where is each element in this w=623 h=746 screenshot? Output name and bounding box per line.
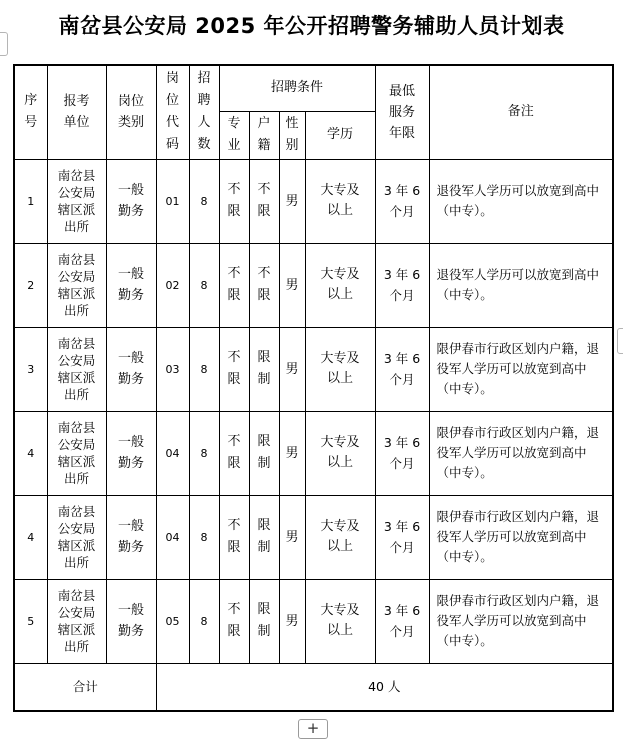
cell-education: 大专及以上 (305, 411, 375, 495)
cell-code: 01 (156, 159, 189, 243)
cell-count: 8 (189, 159, 219, 243)
cell-education: 大专及以上 (305, 243, 375, 327)
cell-education: 大专及以上 (305, 327, 375, 411)
cell-count: 8 (189, 411, 219, 495)
cell-major: 不限 (219, 411, 249, 495)
header-gender: 性别 (279, 111, 305, 159)
cell-unit: 南岔县公安局辖区派出所 (47, 411, 106, 495)
cell-index: 4 (14, 411, 47, 495)
page-title: 南岔县公安局 2025 年公开招聘警务辅助人员计划表 (58, 14, 565, 38)
cell-gender: 男 (279, 159, 305, 243)
header-conditions: 招聘条件 (219, 65, 375, 111)
cell-education: 大专及以上 (305, 159, 375, 243)
cell-category: 一般勤务 (106, 243, 156, 327)
cell-count: 8 (189, 327, 219, 411)
cell-term: 3 年 6 个月 (375, 159, 429, 243)
header-code: 岗位代码 (156, 65, 189, 159)
cell-hukou: 限制 (249, 495, 279, 579)
cell-term: 3 年 6 个月 (375, 579, 429, 663)
cell-code: 04 (156, 495, 189, 579)
cell-index: 2 (14, 243, 47, 327)
cell-category: 一般勤务 (106, 327, 156, 411)
cell-hukou: 限制 (249, 579, 279, 663)
cell-index: 5 (14, 579, 47, 663)
cell-gender: 男 (279, 411, 305, 495)
cell-hukou: 限制 (249, 411, 279, 495)
table-row (14, 579, 613, 663)
cell-term: 3 年 6 个月 (375, 495, 429, 579)
table-row (14, 243, 613, 327)
cell-term: 3 年 6 个月 (375, 327, 429, 411)
table-row (14, 495, 613, 579)
header-education: 学历 (305, 111, 375, 159)
left-resize-handle[interactable] (0, 32, 8, 56)
total-label: 合计 (14, 663, 156, 711)
cell-remarks: 退役军人学历可以放宽到高中（中专）。 (429, 243, 613, 327)
recruitment-plan-table (13, 64, 614, 712)
cell-term: 3 年 6 个月 (375, 411, 429, 495)
cell-code: 02 (156, 243, 189, 327)
cell-index: 3 (14, 327, 47, 411)
header-major: 专业 (219, 111, 249, 159)
add-row-button[interactable]: + (298, 719, 328, 739)
cell-hukou: 不限 (249, 243, 279, 327)
cell-remarks: 限伊春市行政区划内户籍，退役军人学历可以放宽到高中（中专）。 (429, 495, 613, 579)
header-unit: 报考单位 (47, 65, 106, 159)
cell-index: 1 (14, 159, 47, 243)
cell-count: 8 (189, 495, 219, 579)
header-index: 序号 (14, 65, 47, 159)
cell-term: 3 年 6 个月 (375, 243, 429, 327)
cell-code: 05 (156, 579, 189, 663)
cell-category: 一般勤务 (106, 411, 156, 495)
header-hukou: 户籍 (249, 111, 279, 159)
total-value: 40 人 (156, 663, 613, 711)
cell-hukou: 限制 (249, 327, 279, 411)
cell-category: 一般勤务 (106, 159, 156, 243)
cell-code: 03 (156, 327, 189, 411)
cell-gender: 男 (279, 327, 305, 411)
header-remarks: 备注 (429, 65, 613, 159)
cell-unit: 南岔县公安局辖区派出所 (47, 579, 106, 663)
cell-gender: 男 (279, 243, 305, 327)
cell-remarks: 限伊春市行政区划内户籍，退役军人学历可以放宽到高中（中专）。 (429, 327, 613, 411)
cell-count: 8 (189, 579, 219, 663)
cell-hukou: 不限 (249, 159, 279, 243)
cell-major: 不限 (219, 327, 249, 411)
cell-unit: 南岔县公安局辖区派出所 (47, 495, 106, 579)
cell-education: 大专及以上 (305, 495, 375, 579)
header-count: 招聘人数 (189, 65, 219, 159)
cell-education: 大专及以上 (305, 579, 375, 663)
cell-gender: 男 (279, 495, 305, 579)
total-row (14, 663, 613, 711)
right-resize-handle[interactable] (617, 328, 623, 354)
cell-category: 一般勤务 (106, 579, 156, 663)
header-category: 岗位类别 (106, 65, 156, 159)
cell-code: 04 (156, 411, 189, 495)
cell-index: 4 (14, 495, 47, 579)
table-row (14, 411, 613, 495)
cell-remarks: 退役军人学历可以放宽到高中（中专）。 (429, 159, 613, 243)
cell-major: 不限 (219, 243, 249, 327)
header-row-top (14, 65, 613, 111)
cell-remarks: 限伊春市行政区划内户籍，退役军人学历可以放宽到高中（中专）。 (429, 411, 613, 495)
cell-unit: 南岔县公安局辖区派出所 (47, 159, 106, 243)
cell-gender: 男 (279, 579, 305, 663)
table-row (14, 327, 613, 411)
cell-category: 一般勤务 (106, 495, 156, 579)
cell-major: 不限 (219, 159, 249, 243)
cell-unit: 南岔县公安局辖区派出所 (47, 327, 106, 411)
cell-major: 不限 (219, 495, 249, 579)
header-term: 最低服务年限 (375, 65, 429, 159)
cell-major: 不限 (219, 579, 249, 663)
cell-count: 8 (189, 243, 219, 327)
cell-remarks: 限伊春市行政区划内户籍，退役军人学历可以放宽到高中（中专）。 (429, 579, 613, 663)
cell-unit: 南岔县公安局辖区派出所 (47, 243, 106, 327)
table-row (14, 159, 613, 243)
